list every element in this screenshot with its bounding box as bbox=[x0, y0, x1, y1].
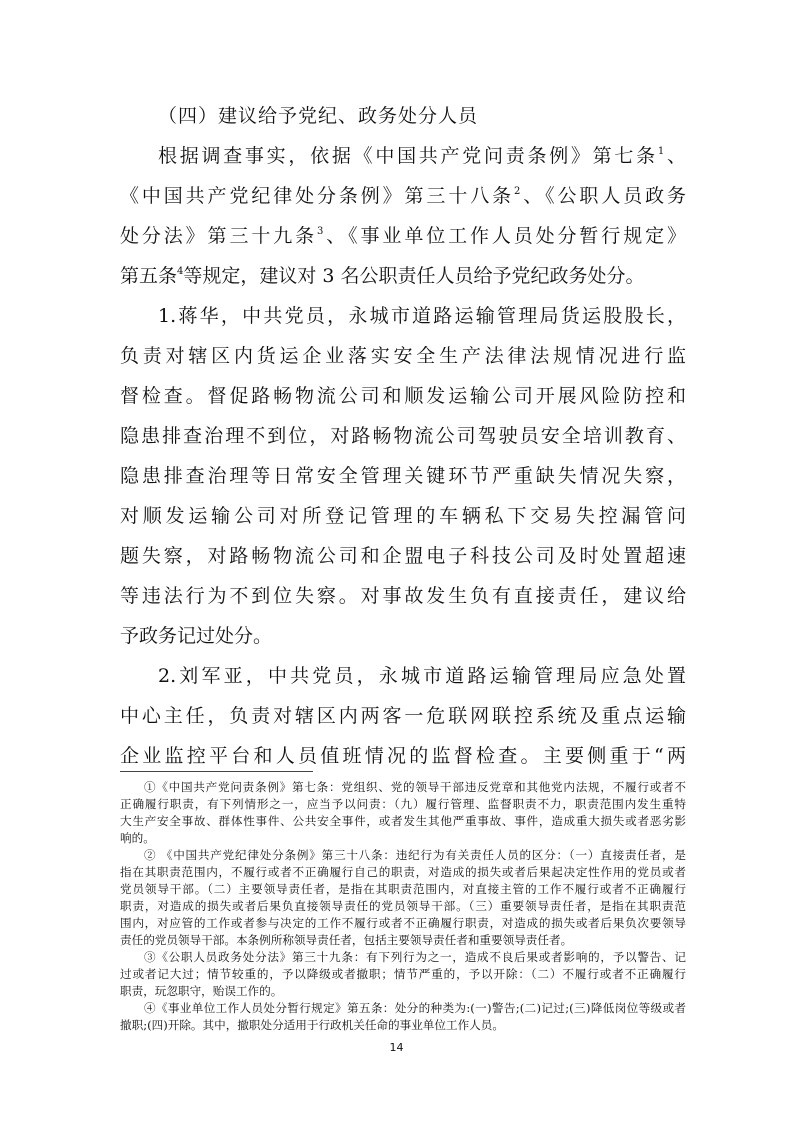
footnote-2 bbox=[120, 847, 686, 949]
body-text bbox=[120, 96, 686, 776]
text-line: 隐患排查治理不到位，对路畅物流公司驾驶员安全培训教育、 bbox=[120, 425, 686, 447]
footnote-line: ①《中国共产党问责条例》第七条：党组织、党的领导干部违反党章和其他党内法规，不履行或者不 bbox=[144, 780, 686, 794]
text-line: 题失察，对路畅物流公司和企盟电子科技公司及时处置超速 bbox=[120, 545, 686, 567]
footnote-line: 过或者记大过；情节较重的，予以降级或者撤职；情节严重的，予以开除：（二）不履行或者不正确履行 bbox=[120, 967, 686, 981]
item-2-paragraph bbox=[120, 656, 686, 776]
item-1-paragraph bbox=[120, 296, 686, 656]
text-span: 、 bbox=[664, 145, 686, 167]
text-span: 、《事业单位工作人员处分暂行规定》 bbox=[323, 225, 686, 247]
text-line: 等违法行为不到位失察。对事故发生负有直接责任，建议给 bbox=[120, 585, 686, 607]
intro-paragraph bbox=[120, 136, 686, 296]
page-number: 14 bbox=[389, 1041, 404, 1054]
footnote-1 bbox=[120, 779, 686, 847]
footnote-line: 大生产安全事故、群体性事件、公共安全事件，或者发生其他严重事故、事件，造成重大损失或者恶劣影 bbox=[120, 814, 686, 828]
footnote-line: 职责，玩忽职守，贻误工作的。 bbox=[120, 984, 283, 998]
text-line: 对顺发运输公司对所登记管理的车辆私下交易失控漏管问 bbox=[120, 505, 686, 527]
footnote-line: 撤职;(四)开除。其中，撤职处分适用于行政机关任命的事业单位工作人员。 bbox=[120, 1018, 504, 1032]
text-line bbox=[120, 216, 686, 256]
footnote-line: 责任的党员领导干部。本条例所称领导责任者，包括主要领导责任者和重要领导责任者。 bbox=[120, 933, 573, 947]
footnote-ref-4[interactable]: 4 bbox=[177, 266, 184, 277]
text-line bbox=[120, 136, 686, 176]
footnote-line: 职责，对造成的损失或者后果负直接领导责任的党员领导干部。（三）重要领导责任者，是指在其职责范 bbox=[120, 899, 686, 913]
text-line: 中心主任，负责对辖区内两客一危联网联控系统及重点运输 bbox=[120, 705, 686, 727]
text-line: 督检查。督促路畅物流公司和顺发运输公司开展风险防控和 bbox=[120, 385, 686, 407]
text-line: 企业监控平台和人员值班情况的监督检查。主要侧重于“两 bbox=[120, 745, 686, 767]
footnote-line: ④《事业单位工作人员处分暂行规定》第五条：处分的种类为:(一)警告;(二)记过;(三)降低岗位等级或者 bbox=[144, 1001, 686, 1015]
footnote-ref-2[interactable]: 2 bbox=[514, 186, 521, 197]
footnote-line: 正确履行职责，有下列情形之一，应当予以问责：（九）履行管理、监督职责不力，职责范围内发生重特 bbox=[120, 797, 686, 811]
footnote-line: 围内，对应管的工作或者参与决定的工作不履行或者不正确履行职责，对造成的损失或者后果负次要领导 bbox=[120, 916, 686, 930]
footnote-ref-1[interactable]: 1 bbox=[657, 146, 665, 157]
text-line bbox=[120, 176, 686, 216]
footnotes bbox=[120, 779, 686, 1034]
footnote-3 bbox=[120, 949, 686, 1000]
footnote-line: 指在其职责范围内，不履行或者不正确履行自己的职责，对造成的损失或者后果起决定性作用的党员或者 bbox=[120, 865, 686, 879]
footnote-divider bbox=[120, 771, 313, 772]
text-line: 负责对辖区内货运企业落实安全生产法律法规情况进行监 bbox=[120, 345, 686, 367]
footnote-ref-3[interactable]: 3 bbox=[317, 226, 324, 237]
text-line: 隐患排查治理等日常安全管理关键环节严重缺失情况失察， bbox=[120, 465, 686, 487]
footnote-4 bbox=[120, 1000, 686, 1034]
text-span: 《中国共产党纪律处分条例》第三十八条 bbox=[120, 185, 514, 207]
footnote-line: ② 《中国共产党纪律处分条例》第三十八条：违纪行为有关责任人员的区分：（一）直接责任者，是 bbox=[144, 848, 686, 862]
text-span: 、《公职人员政务 bbox=[520, 185, 686, 207]
footnote-line: 党员领导干部。（二）主要领导责任者，是指在其职责范围内，对直接主管的工作不履行或者不正确履行 bbox=[120, 882, 686, 896]
text-line bbox=[120, 256, 686, 296]
text-span: 根据调查事实，依据《中国共产党问责条例》第七条 bbox=[158, 145, 658, 167]
text-span: 第五条 bbox=[120, 265, 178, 287]
text-line: 1.蒋华，中共党员，永城市道路运输管理局货运股股长， bbox=[158, 305, 686, 327]
text-line: 予政务记过处分。 bbox=[120, 625, 273, 647]
section-heading: （四）建议给予党纪、政务处分人员 bbox=[158, 105, 479, 127]
footnote-line: ③《公职人员政务处分法》第三十九条：有下列行为之一，造成不良后果或者影响的，予以警告、记 bbox=[144, 950, 686, 964]
text-span: 处分法》第三十九条 bbox=[120, 225, 317, 247]
text-span: 等规定，建议对 3 名公职责任人员给予党纪政务处分。 bbox=[183, 265, 645, 287]
footnote-line: 响的。 bbox=[120, 831, 155, 845]
text-line: 2.刘军亚，中共党员，永城市道路运输管理局应急处置 bbox=[158, 665, 686, 687]
